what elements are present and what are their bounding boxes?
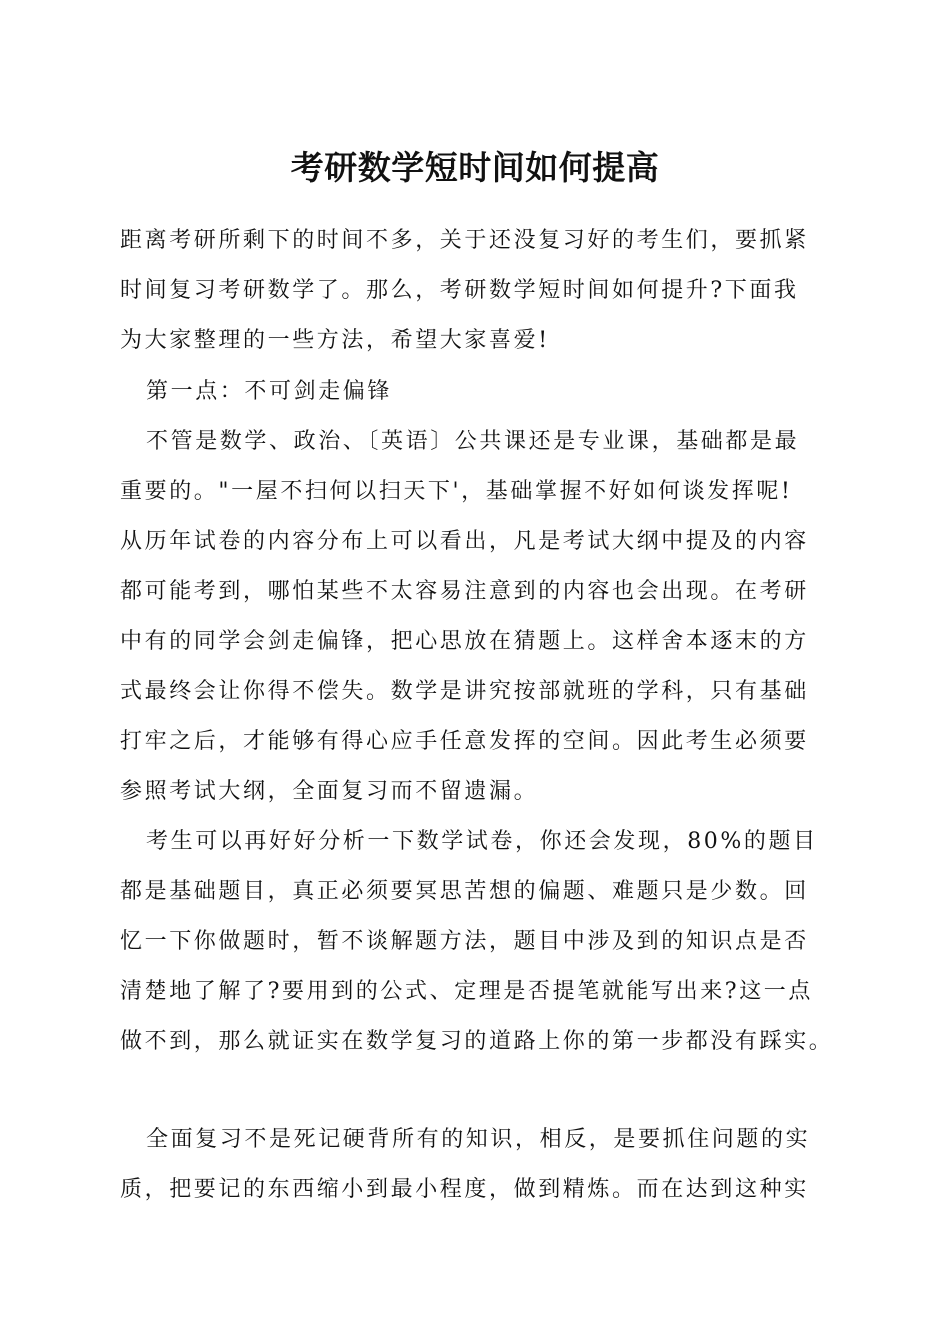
paragraph-line: 都是基础题目，真正必须要冥思苦想的偏题、难题只是少数。回 (120, 879, 809, 904)
paragraph-line: 打牢之后，才能够有得心应手任意发挥的空间。因此考生必须要 (120, 729, 809, 754)
document-title: 考研数学短时间如何提高 (290, 148, 660, 187)
paragraph-line: 为大家整理的一些方法，希望大家喜爱! (120, 328, 550, 353)
paragraph-line: 质，把要记的东西缩小到最小程度，做到精炼。而在达到这种实 (120, 1177, 809, 1202)
section-heading: 第一点：不可剑走偏锋 (146, 379, 393, 404)
paragraph-line: 不管是数学、政治、〔英语〕公共课还是专业课，基础都是最 (146, 429, 800, 454)
paragraph-line: 中有的同学会剑走偏锋，把心思放在猜题上。这样舍本逐末的方 (120, 629, 809, 654)
paragraph-line: 全面复习不是死记硬背所有的知识，相反，是要抓住问题的实 (146, 1127, 811, 1152)
paragraph-line: 做不到，那么就证实在数学复习的道路上你的第一步都没有踩实。 (120, 1029, 834, 1054)
paragraph-line: 忆一下你做题时，暂不谈解题方法，题目中涉及到的知识点是否 (120, 929, 809, 954)
paragraph-line: 考生可以再好好分析一下数学试卷，你还会发现，80%的题目 (146, 829, 818, 854)
paragraph-line: 从历年试卷的内容分布上可以看出，凡是考试大纲中提及的内容 (120, 529, 809, 554)
paragraph-line: 距离考研所剩下的时间不多，关于还没复习好的考生们，要抓紧 (120, 228, 809, 253)
paragraph-line: 都可能考到，哪怕某些不太容易注意到的内容也会出现。在考研 (120, 579, 809, 604)
paragraph-line: 清楚地了解了?要用到的公式、定理是否提笔就能写出来?这一点 (120, 979, 813, 1004)
paragraph-line: 重要的。"一屋不扫何以扫天下'，基础掌握不好如何谈发挥呢! (120, 479, 793, 504)
paragraph-line: 时间复习考研数学了。那么，考研数学短时间如何提升?下面我 (120, 278, 799, 303)
paragraph-line: 参照考试大纲，全面复习而不留遗漏。 (120, 779, 539, 804)
paragraph-line: 式最终会让你得不偿失。数学是讲究按部就班的学科，只有基础 (120, 679, 809, 704)
